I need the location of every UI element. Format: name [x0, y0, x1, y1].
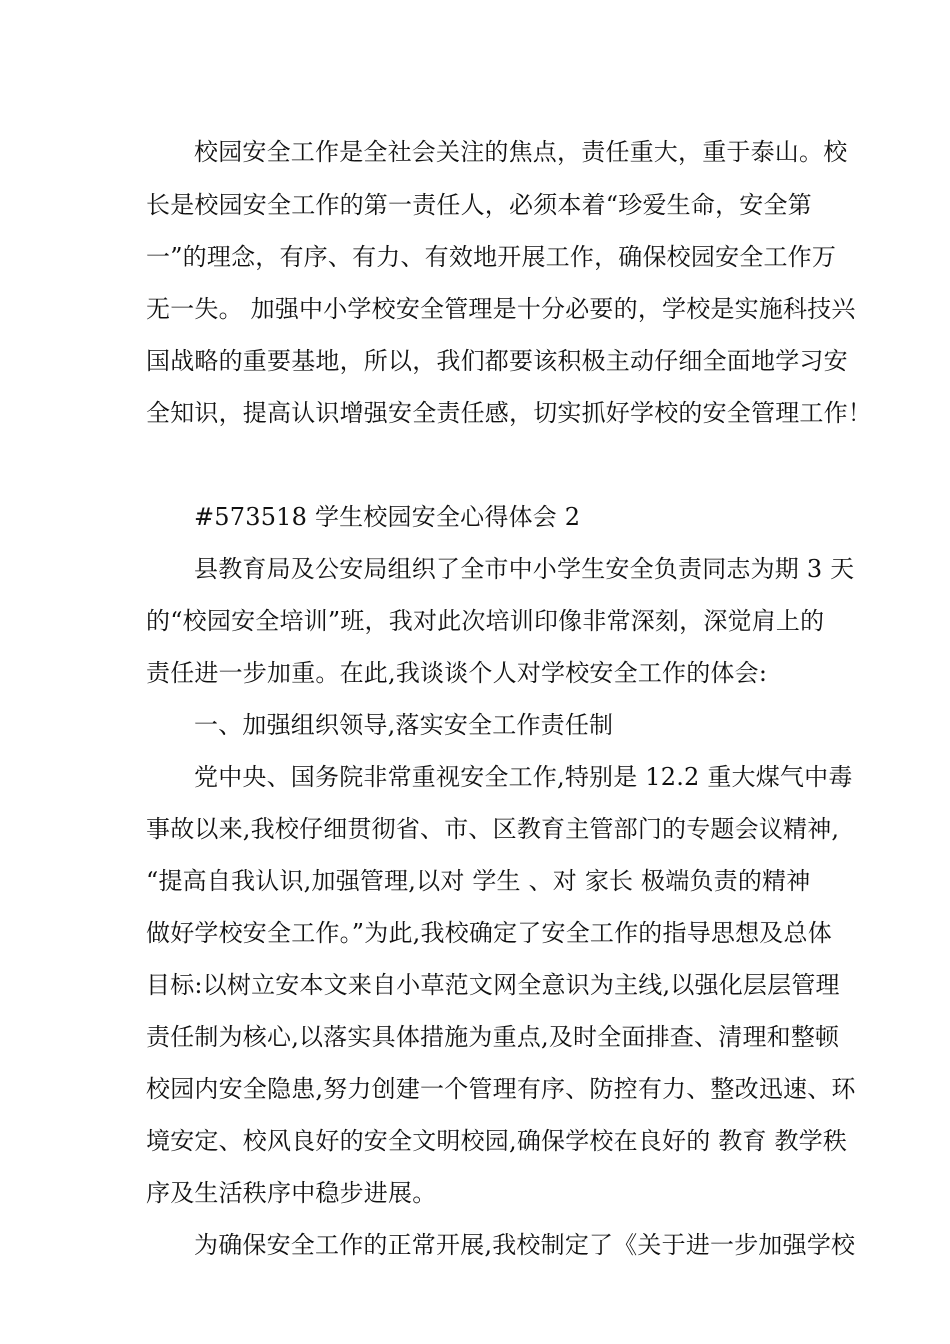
paragraph-1-line-1: 校园安全工作是全社会关注的焦点，责任重大，重于泰山。校: [194, 138, 848, 166]
paragraph-2-line-3: 责任进一步加重。在此,我谈谈个人对学校安全工作的体会:: [146, 659, 768, 687]
paragraph-1-line-5: 国战略的重要基地，所以，我们都要该积极主动仔细全面地学习安: [146, 347, 848, 375]
paragraph-3-line-4: 做好学校安全工作。”为此,我校确定了安全工作的指导思想及总体: [146, 919, 832, 947]
section-title: #573518 学生校园安全心得体会 2: [194, 503, 581, 531]
paragraph-3-line-2: 事故以来,我校仔细贯彻省、市、区教育主管部门的专题会议精神,: [146, 815, 840, 843]
paragraph-3-line-3: “提高自我认识,加强管理,以对 学生 、对 家长 极端负责的精神: [146, 867, 811, 895]
paragraph-3-line-6: 责任制为核心,以落实具体措施为重点,及时全面排查、清理和整顿: [146, 1023, 840, 1051]
paragraph-3-line-8: 境安定、校风良好的安全文明校园,确保学校在良好的 教育 教学秩: [146, 1127, 848, 1155]
paragraph-2-line-1: 县教育局及公安局组织了全市中小学生安全负责同志为期 3 天: [194, 555, 855, 583]
paragraph-1-line-2: 长是校园安全工作的第一责任人，必须本着“珍爱生命，安全第: [146, 191, 812, 219]
paragraph-1-line-6: 全知识，提高认识增强安全责任感，切实抓好学校的安全管理工作！: [146, 399, 872, 427]
paragraph-3-line-9: 序及生活秩序中稳步进展。: [146, 1179, 437, 1207]
paragraph-4-line-1: 为确保安全工作的正常开展,我校制定了《关于进一步加强学校: [194, 1231, 856, 1259]
paragraph-1-line-3: 一”的理念，有序、有力、有效地开展工作，确保校园安全工作万: [146, 243, 837, 271]
paragraph-2-line-2: 的“校园安全培训”班，我对此次培训印像非常深刻，深觉肩上的: [146, 607, 825, 635]
subheading-1: 一、加强组织领导,落实安全工作责任制: [194, 711, 614, 739]
paragraph-3-line-7: 校园内安全隐患,努力创建一个管理有序、防控有力、整改迅速、环: [146, 1075, 856, 1103]
paragraph-1-line-4: 无一失。 加强中小学校安全管理是十分必要的，学校是实施科技兴: [146, 295, 856, 323]
paragraph-3-line-1: 党中央、国务院非常重视安全工作,特别是 12.2 重大煤气中毒: [194, 763, 853, 791]
paragraph-3-line-5: 目标:以树立安本文来自小草范文网全意识为主线,以强化层层管理: [146, 971, 840, 999]
